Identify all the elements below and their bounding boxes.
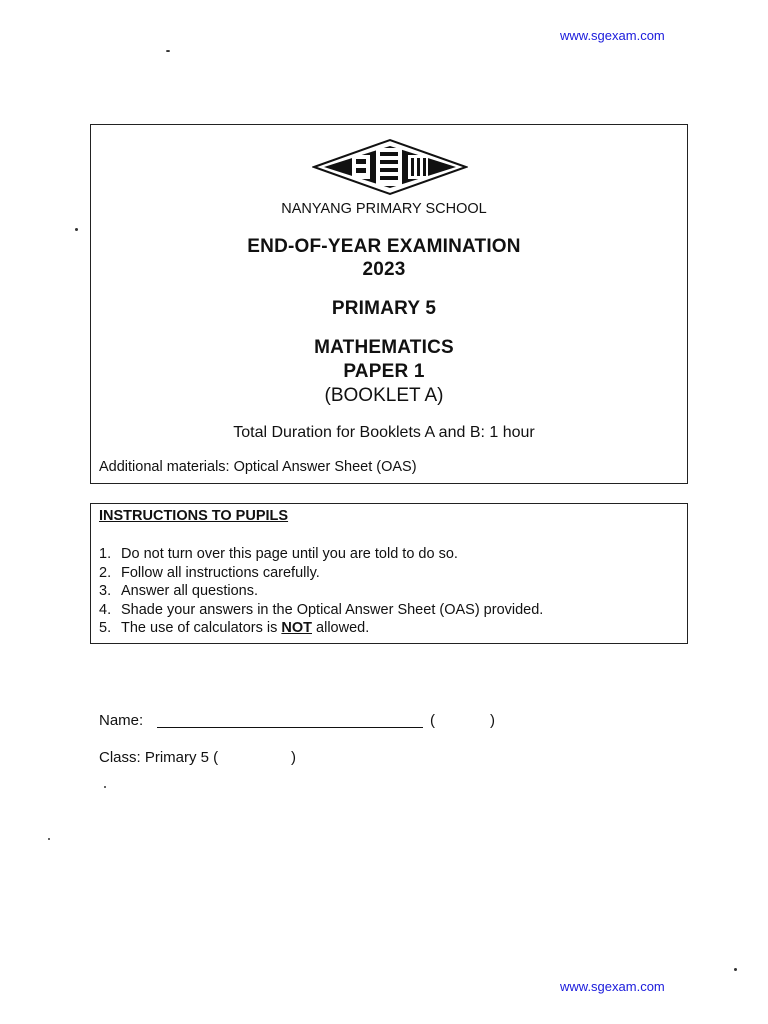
class-label: Class: Primary 5 ( <box>99 749 219 766</box>
scan-speck <box>734 968 737 971</box>
name-paren-close: ) <box>490 712 495 729</box>
level-title: PRIMARY 5 <box>331 298 437 319</box>
duration-text: Total Duration for Booklets A and B: 1 hour <box>233 424 535 441</box>
instruction-emphasis: NOT <box>281 620 312 636</box>
instruction-text: Follow all instructions carefully. <box>121 564 320 581</box>
scan-speck <box>166 50 170 52</box>
exam-title: END-OF-YEAR EXAMINATION <box>247 236 521 257</box>
instruction-number: 2. <box>99 564 112 581</box>
name-label: Name: <box>99 712 144 729</box>
instruction-text: Answer all questions. <box>121 583 259 599</box>
instruction-number: 3. <box>99 583 112 599</box>
instruction-item <box>99 582 679 601</box>
footer-website-link[interactable]: www.sgexam.com <box>560 979 665 994</box>
scan-speck <box>75 228 78 231</box>
instruction-text-post: allowed. <box>312 620 370 636</box>
header-website-link[interactable]: www.sgexam.com <box>560 28 665 43</box>
name-paren-open: ( <box>430 712 435 729</box>
instruction-text: Shade your answers in the Optical Answer Sheet (OAS) provided. <box>121 601 544 618</box>
subject-title: MATHEMATICS <box>314 337 454 358</box>
instruction-text <box>121 619 369 638</box>
class-paren-close: ) <box>291 749 296 766</box>
exam-year: 2023 <box>362 259 406 280</box>
booklet-title: (BOOKLET A) <box>324 385 444 406</box>
instruction-number: 4. <box>99 601 112 618</box>
scan-speck <box>48 838 50 840</box>
instruction-item <box>99 619 679 638</box>
instruction-item <box>99 601 679 620</box>
instruction-item <box>99 564 679 583</box>
instructions-list <box>99 545 679 638</box>
school-name: NANYANG PRIMARY SCHOOL <box>281 201 487 217</box>
paper-title: PAPER 1 <box>343 361 425 382</box>
instruction-number: 5. <box>99 620 112 636</box>
instruction-number: 1. <box>99 546 112 562</box>
instruction-item <box>99 545 679 564</box>
scan-speck <box>104 786 106 788</box>
name-blank-line[interactable] <box>157 727 423 728</box>
instructions-heading: INSTRUCTIONS TO PUPILS <box>99 508 289 524</box>
instruction-text-pre: The use of calculators is <box>121 620 282 636</box>
instruction-text: Do not turn over this page until you are told to do so. <box>121 546 458 562</box>
materials-text: Additional materials: Optical Answer Sheet (OAS) <box>99 459 417 475</box>
school-crest-logo <box>312 138 468 196</box>
